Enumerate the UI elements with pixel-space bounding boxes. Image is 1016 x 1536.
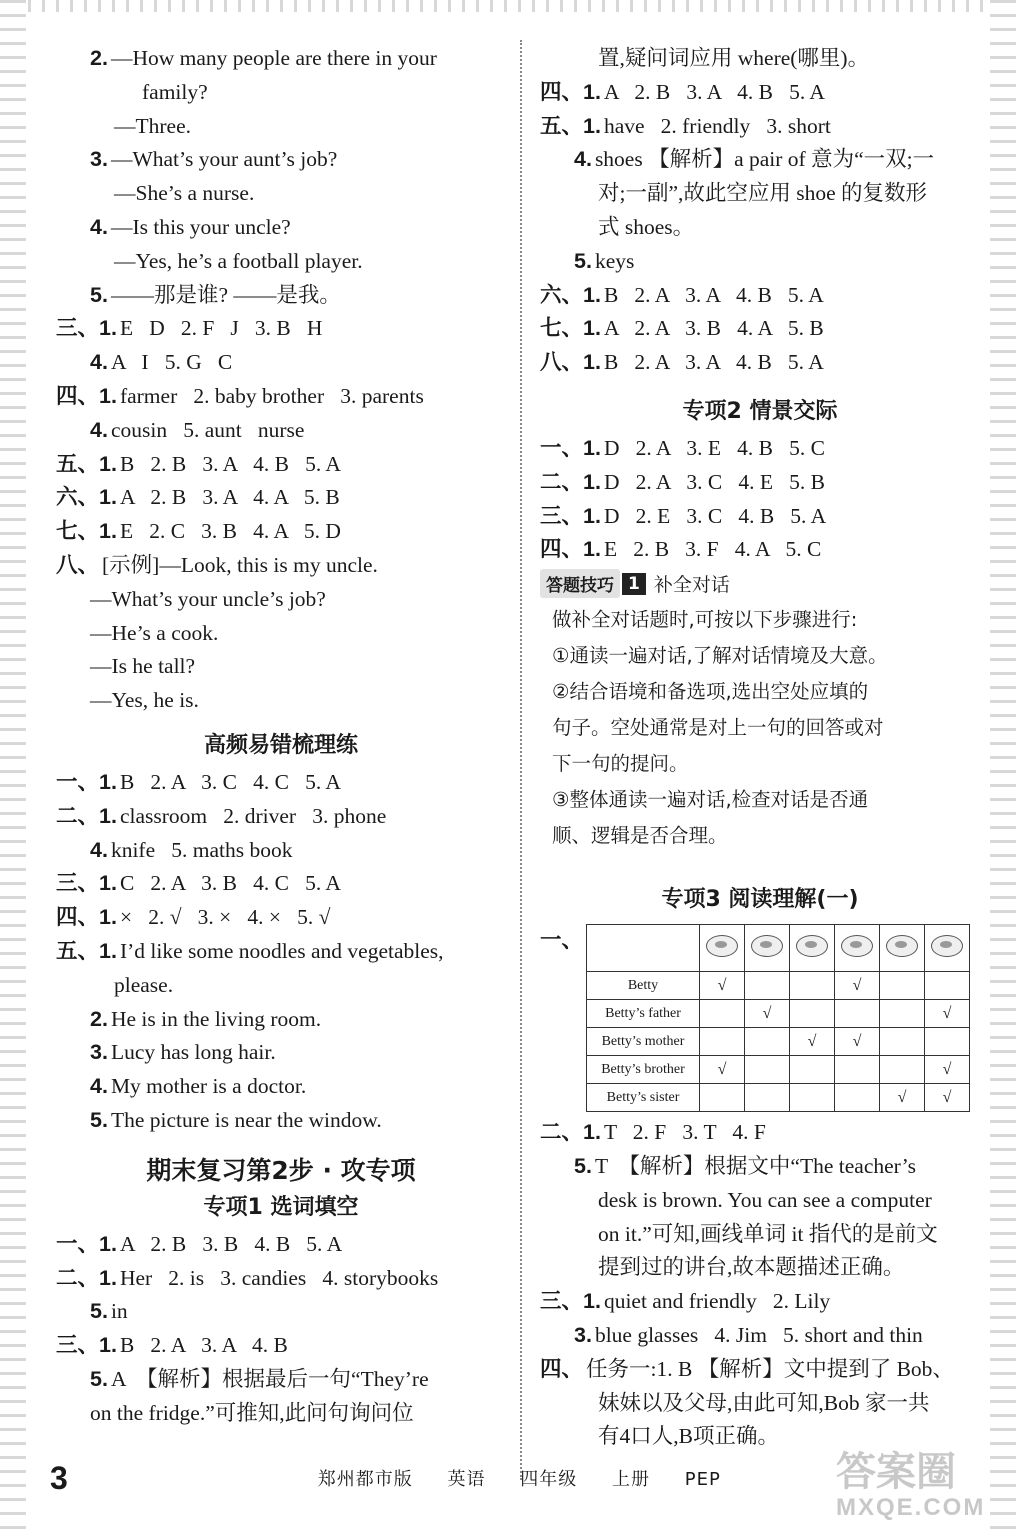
answer-block-6 <box>540 1116 980 1454</box>
answer-text: B 2. A 3. A 4. B 5. A <box>603 350 824 375</box>
answer-text: D 2. A 3. C 4. E 5. B <box>603 469 825 494</box>
question-number: 一、1. <box>540 435 601 460</box>
answer-line <box>540 1387 980 1421</box>
answer-block-5 <box>540 432 980 567</box>
table-cell <box>790 1000 835 1028</box>
food-dish-icon <box>886 935 918 957</box>
answer-text: on the fridge.”可推知,此问句询问位 <box>90 1400 414 1425</box>
answer-text: 任务一:1. B 【解析】文中提到了 Bob、 <box>586 1356 954 1381</box>
answer-text: T 2. F 3. T 4. F <box>603 1120 766 1145</box>
answer-line <box>56 245 506 279</box>
answer-text: My mother is a doctor. <box>110 1074 307 1099</box>
question-number: 5. <box>574 1153 592 1178</box>
question-number: 3. <box>574 1322 592 1347</box>
table-cell <box>880 972 925 1000</box>
answer-line <box>56 515 506 549</box>
table-cell <box>745 972 790 1000</box>
family-member-name: Betty <box>587 972 700 1000</box>
page-number: 3 <box>50 1459 68 1496</box>
food-column-header <box>700 925 745 972</box>
tip-line: ①通读一遍对话,了解对话情境及大意。 <box>552 644 888 668</box>
answer-line <box>540 143 980 177</box>
answer-line <box>540 1319 980 1353</box>
section-heading-topic1: 专项1 选词填空 <box>203 1194 359 1220</box>
question-number: 四、1. <box>56 905 117 930</box>
section-heading-topic3: 专项3 阅读理解(一) <box>661 887 859 913</box>
answer-line <box>540 312 980 346</box>
answer-line <box>540 1251 980 1285</box>
table-row <box>587 1000 970 1028</box>
answer-line <box>540 245 980 279</box>
answer-text: —Yes, he is. <box>90 688 199 713</box>
tip-line: 做补全对话题时,可按以下步骤进行: <box>552 608 858 632</box>
food-column-header <box>790 925 835 972</box>
food-dish-icon <box>931 935 963 957</box>
question-number: 三、1. <box>56 1333 117 1358</box>
answer-text: A 2. B 3. B 4. B 5. A <box>119 1231 343 1256</box>
food-column-header <box>925 925 970 972</box>
page-edge-right <box>990 0 1016 1536</box>
answer-text: —What’s your uncle’s job? <box>90 586 326 611</box>
answer-line <box>540 177 980 211</box>
answer-line <box>56 279 506 313</box>
answer-line <box>540 76 980 110</box>
answer-block-2 <box>56 766 506 1138</box>
question-number: 五、1. <box>540 113 601 138</box>
question-number: 四、1. <box>540 537 601 562</box>
table-cell <box>880 1056 925 1084</box>
answer-line <box>56 901 506 935</box>
answer-line <box>540 466 980 500</box>
answer-text: E 2. B 3. F 4. A 5. C <box>603 537 822 562</box>
section-heading-review-step2: 期末复习第2步 · 攻专项 <box>146 1155 416 1185</box>
answer-text: B 2. A 3. C 4. C 5. A <box>119 769 341 794</box>
table-cell <box>700 1028 745 1056</box>
family-member-name: Betty’s mother <box>587 1028 700 1056</box>
answer-line <box>56 1295 506 1329</box>
question-number: 八、 <box>56 552 100 577</box>
answer-tip-header <box>540 569 980 598</box>
answer-line <box>56 1397 506 1431</box>
food-column-header <box>880 925 925 972</box>
section-heading-topic2: 专项2 情景交际 <box>682 398 838 424</box>
question-number: 五、1. <box>56 938 117 963</box>
answer-line <box>56 834 506 868</box>
table-question-label: 一、 <box>540 928 584 953</box>
table-row <box>587 1084 970 1112</box>
page-footer <box>50 1458 770 1498</box>
table-cell <box>880 1000 925 1028</box>
answer-text: A 2. A 3. B 4. A 5. B <box>603 316 824 341</box>
answer-text: —Is this your uncle? <box>110 214 291 239</box>
answer-line <box>56 110 506 144</box>
answer-text: —How many people are there in your <box>110 46 437 70</box>
left-column <box>56 42 506 1430</box>
answer-line <box>56 766 506 800</box>
column-divider <box>520 40 522 1480</box>
answer-text: —Three. <box>114 113 192 138</box>
question-number: 4. <box>574 147 592 172</box>
table-cell <box>700 1000 745 1028</box>
question-number: 4. <box>90 350 108 375</box>
answer-text: classroom 2. driver 3. phone <box>119 803 387 828</box>
question-number: 一、1. <box>56 1231 117 1256</box>
table-cell <box>790 1056 835 1084</box>
answer-text: Her 2. is 3. candies 4. storybooks <box>119 1265 439 1290</box>
table-cell: √ <box>700 972 745 1000</box>
answer-text: 式 shoes。 <box>598 214 695 239</box>
tip-line: ②结合语境和备选项,选出空处应填的 <box>552 680 869 704</box>
food-dish-icon <box>796 935 828 957</box>
table-cell <box>835 1056 880 1084</box>
answer-text: D 2. A 3. E 4. B 5. C <box>603 435 825 460</box>
table-row <box>587 1028 970 1056</box>
question-number: 二、1. <box>56 803 117 828</box>
food-column-header <box>745 925 790 972</box>
answer-line <box>56 583 506 617</box>
answer-block-1 <box>56 42 506 718</box>
answer-text: D 2. E 3. C 4. B 5. A <box>603 503 827 528</box>
answer-text: blue glasses 4. Jim 5. short and thin <box>594 1322 923 1347</box>
footer-pep: PEP <box>684 1469 721 1490</box>
question-number: 5. <box>90 1299 108 1324</box>
answer-text: please. <box>114 972 174 997</box>
answer-block-4 <box>540 42 980 380</box>
question-number: 4. <box>90 837 108 862</box>
answer-line <box>540 279 980 313</box>
answer-line <box>56 1228 506 1262</box>
table-cell <box>925 972 970 1000</box>
answer-line <box>56 76 506 110</box>
question-number: 5. <box>90 1107 108 1132</box>
table-cell <box>790 972 835 1000</box>
tip-number: 1 <box>622 573 646 595</box>
answer-line <box>56 380 506 414</box>
footer-volume: 上册 <box>612 1469 650 1490</box>
question-number: 二、1. <box>540 469 601 494</box>
answer-line <box>56 1036 506 1070</box>
answer-line <box>56 617 506 651</box>
table-cell: √ <box>835 1028 880 1056</box>
table-cell: √ <box>925 1084 970 1112</box>
tip-line: ③整体通读一遍对话,检查对话是否通 <box>552 788 869 812</box>
question-number: 5. <box>574 248 592 273</box>
answer-line <box>540 1150 980 1184</box>
question-number: 七、1. <box>56 519 117 544</box>
watermark-logo: 答案圈 MXQE.COM <box>836 1450 986 1521</box>
answer-text: E D 2. F J 3. B H <box>119 316 323 341</box>
answer-line <box>540 110 980 144</box>
answer-text: × 2. √ 3. × 4. × 5. √ <box>119 905 331 930</box>
food-column-header <box>835 925 880 972</box>
answer-text: T 【解析】根据文中“The teacher’s <box>594 1153 916 1178</box>
answer-line <box>56 867 506 901</box>
table-cell <box>835 1084 880 1112</box>
answer-line <box>540 1184 980 1218</box>
answer-text: on it.”可知,画线单词 it 指代的是前文 <box>598 1221 938 1246</box>
answer-line <box>540 432 980 466</box>
answer-line <box>540 42 980 76</box>
food-dish-icon <box>706 935 738 957</box>
answer-line <box>56 1070 506 1104</box>
answer-text: B 2. A 3. A 4. B 5. A <box>603 282 824 307</box>
section-heading-frequent-errors: 高频易错梳理练 <box>203 732 358 758</box>
answer-line <box>56 1003 506 1037</box>
question-number: 3. <box>90 1040 108 1065</box>
answer-line <box>56 448 506 482</box>
answer-text: 对;一副”,故此空应用 shoe 的复数形 <box>598 181 928 206</box>
answer-line <box>56 1329 506 1363</box>
answer-line <box>56 1262 506 1296</box>
question-number: 2. <box>90 46 108 70</box>
answer-line <box>56 1104 506 1138</box>
table-cell <box>745 1028 790 1056</box>
answer-text: —Yes, he’s a football player. <box>114 248 363 273</box>
table-cell: √ <box>700 1056 745 1084</box>
table-cell: √ <box>925 1056 970 1084</box>
answer-text: knife 5. maths book <box>110 837 293 862</box>
answer-text: 置,疑问词应用 where(哪里)。 <box>598 46 870 70</box>
tip-line: 顺、逻辑是否合理。 <box>552 824 728 848</box>
answer-text: C 2. A 3. B 4. C 5. A <box>119 871 341 896</box>
question-number: 4. <box>90 417 108 442</box>
question-number: 三、1. <box>540 1289 601 1314</box>
answer-line <box>540 1218 980 1252</box>
tip-badge: 答题技巧 <box>540 569 620 598</box>
answer-text: 提到过的讲台,故本题描述正确。 <box>598 1255 905 1280</box>
question-number: 5. <box>90 282 108 307</box>
question-number: 六、1. <box>540 282 601 307</box>
table-cell <box>790 1084 835 1112</box>
question-number: 五、1. <box>56 451 117 476</box>
answer-block-3 <box>56 1228 506 1431</box>
tip-title: 补全对话 <box>653 574 730 597</box>
answer-line <box>540 1285 980 1319</box>
page-edge-left <box>0 0 26 1536</box>
answer-line <box>56 1363 506 1397</box>
answer-text: E 2. C 3. B 4. A 5. D <box>119 519 341 544</box>
answer-line <box>540 1353 980 1387</box>
question-number: 四、1. <box>56 383 117 408</box>
answer-text: quiet and friendly 2. Lily <box>603 1289 831 1314</box>
tip-line: 下一句的提问。 <box>552 752 689 776</box>
answer-text: have 2. friendly 3. short <box>603 113 831 138</box>
answer-text: B 2. B 3. A 4. B 5. A <box>119 451 341 476</box>
question-number: 四、1. <box>540 79 601 104</box>
question-number: 六、1. <box>56 485 117 510</box>
answer-text: farmer 2. baby brother 3. parents <box>119 383 424 408</box>
answer-text: keys <box>594 248 635 273</box>
question-number: 三、1. <box>540 503 601 528</box>
table-corner <box>587 925 700 972</box>
answer-text: The picture is near the window. <box>110 1107 382 1132</box>
question-number: 5. <box>90 1366 108 1391</box>
food-preference-table <box>586 924 970 1112</box>
question-number: 3. <box>90 147 108 172</box>
answer-text: A I 5. G C <box>110 350 233 375</box>
tip-body <box>540 602 980 854</box>
answer-line <box>540 211 980 245</box>
answer-line <box>56 935 506 969</box>
question-number: 4. <box>90 1074 108 1099</box>
answer-line <box>56 312 506 346</box>
answer-text: —She’s a nurse. <box>114 181 255 206</box>
answer-line <box>56 42 506 76</box>
answer-text: I’d like some noodles and vegetables, <box>119 938 444 963</box>
answer-text: B 2. A 3. A 4. B <box>119 1333 288 1358</box>
table-row <box>587 1056 970 1084</box>
table-cell: √ <box>880 1084 925 1112</box>
answer-text: shoes 【解析】a pair of 意为“一双;一 <box>594 147 935 172</box>
answer-text: —He’s a cook. <box>90 620 219 645</box>
answer-text: Lucy has long hair. <box>110 1040 276 1065</box>
family-member-name: Betty’s brother <box>587 1056 700 1084</box>
table-cell: √ <box>925 1000 970 1028</box>
table-cell <box>745 1056 790 1084</box>
answer-line <box>56 650 506 684</box>
table-cell: √ <box>835 972 880 1000</box>
table-cell <box>835 1000 880 1028</box>
answer-text: desk is brown. You can see a computer <box>598 1187 932 1212</box>
food-dish-icon <box>751 935 783 957</box>
question-number: 2. <box>90 1006 108 1031</box>
answer-text: [示例]—Look, this is my uncle. <box>102 552 378 577</box>
answer-text: family? <box>142 79 208 104</box>
question-number: 七、1. <box>540 316 601 341</box>
answer-line <box>56 800 506 834</box>
answer-line <box>540 346 980 380</box>
reading-table-wrap <box>540 924 980 1112</box>
answer-line <box>56 211 506 245</box>
family-member-name: Betty’s sister <box>587 1084 700 1112</box>
footer-grade: 四年级 <box>520 1469 578 1490</box>
question-number: 四、 <box>540 1356 584 1381</box>
answer-line <box>56 346 506 380</box>
answer-line <box>540 533 980 567</box>
table-cell: √ <box>790 1028 835 1056</box>
answer-text: cousin 5. aunt nurse <box>110 417 305 442</box>
answer-text: in <box>110 1299 128 1324</box>
question-number: 三、1. <box>56 316 117 341</box>
question-number: 八、1. <box>540 350 601 375</box>
answer-text: ——那是谁? ——是我。 <box>110 282 341 307</box>
question-number: 4. <box>90 214 108 239</box>
question-number: 三、1. <box>56 871 117 896</box>
answer-line <box>56 481 506 515</box>
answer-line <box>56 684 506 718</box>
answer-line <box>540 500 980 534</box>
footer-subject: 英语 <box>447 1469 486 1490</box>
answer-text: A 2. B 3. A 4. A 5. B <box>119 485 340 510</box>
table-cell <box>700 1084 745 1112</box>
answer-text: He is in the living room. <box>110 1006 322 1031</box>
answer-line <box>56 969 506 1003</box>
food-dish-icon <box>841 935 873 957</box>
table-row <box>587 972 970 1000</box>
question-number: 一、1. <box>56 769 117 794</box>
answer-line <box>56 177 506 211</box>
answer-line <box>540 1116 980 1150</box>
table-cell: √ <box>745 1000 790 1028</box>
right-column <box>540 42 980 1454</box>
page-edge-top <box>0 0 1016 12</box>
answer-text: 妹妹以及父母,由此可知,Bob 家一共 <box>598 1390 930 1415</box>
tip-line: 句子。空处通常是对上一句的回答或对 <box>552 716 884 740</box>
answer-line <box>56 549 506 583</box>
table-cell <box>880 1028 925 1056</box>
question-number: 二、1. <box>540 1120 601 1145</box>
footer-edition: 郑州都市版 <box>317 1469 413 1490</box>
answer-text: —What’s your aunt’s job? <box>110 147 338 172</box>
answer-text: A 2. B 3. A 4. B 5. A <box>603 79 825 104</box>
answer-text: 有4口人,B项正确。 <box>598 1424 779 1449</box>
table-cell <box>925 1028 970 1056</box>
answer-line <box>56 414 506 448</box>
table-cell <box>745 1084 790 1112</box>
answer-line <box>56 143 506 177</box>
answer-text: —Is he tall? <box>90 654 196 679</box>
family-member-name: Betty’s father <box>587 1000 700 1028</box>
question-number: 二、1. <box>56 1265 117 1290</box>
answer-text: A 【解析】根据最后一句“They’re <box>110 1366 429 1391</box>
